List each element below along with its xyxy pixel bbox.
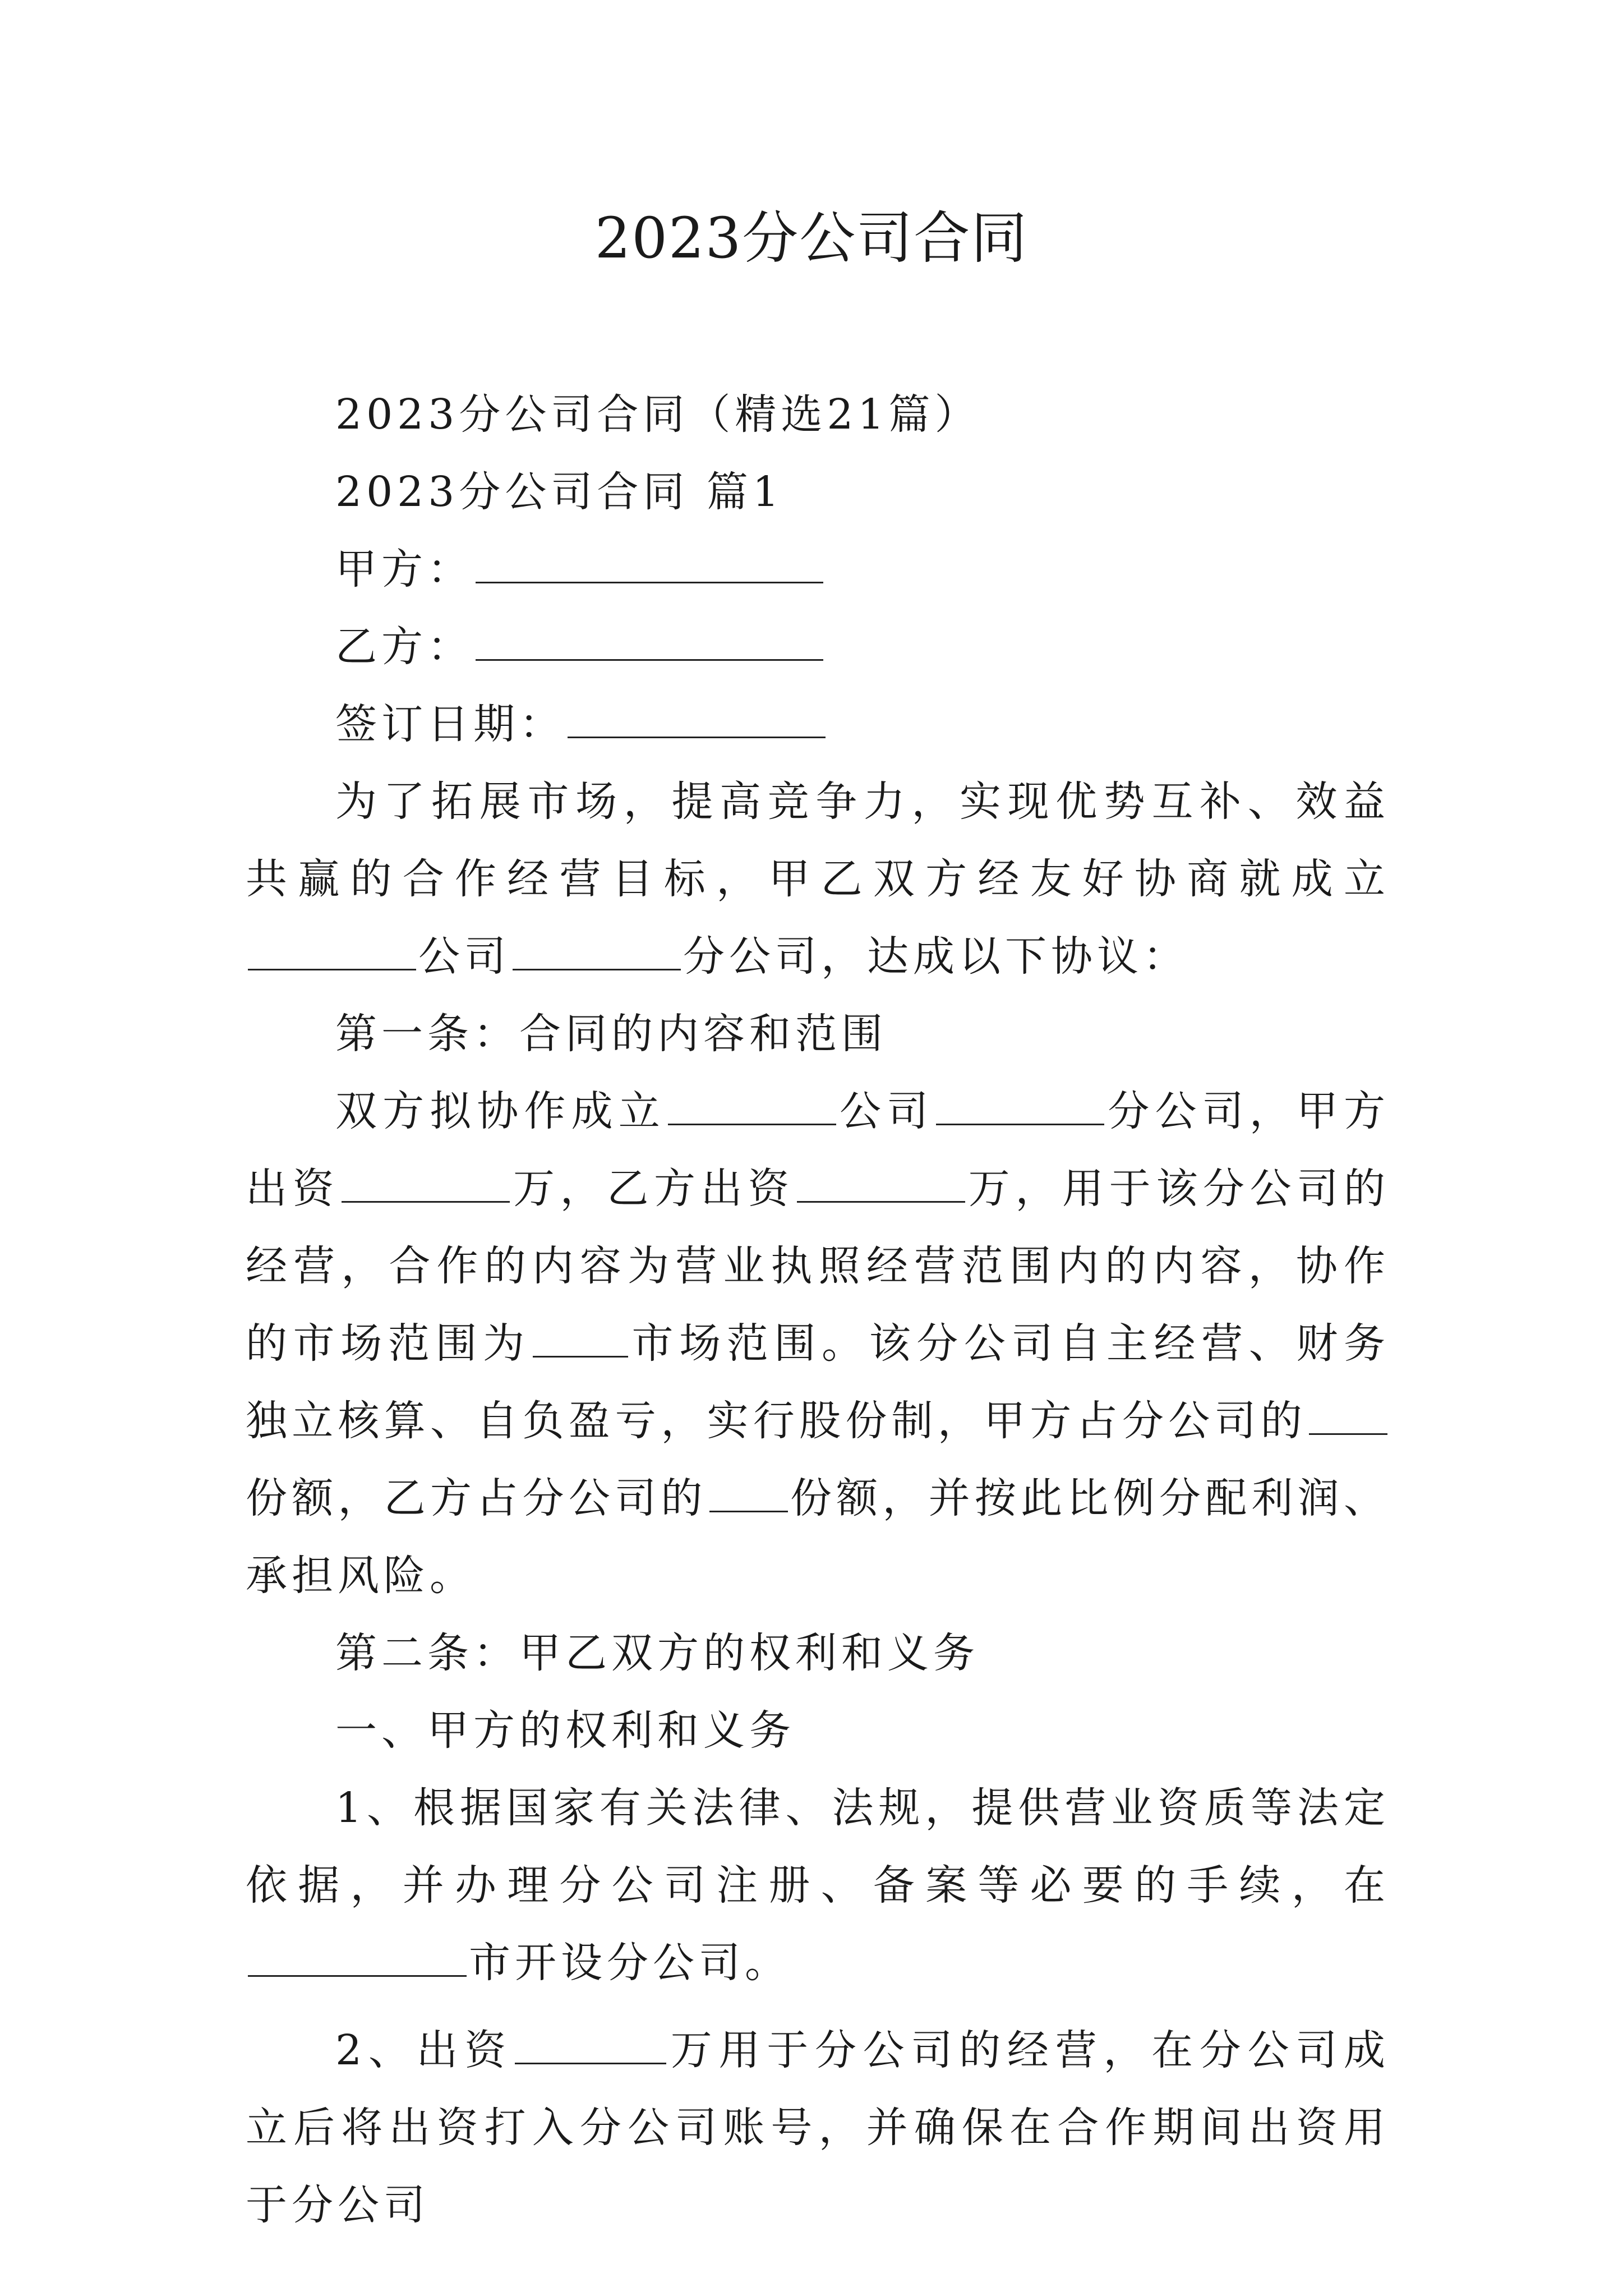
article2-heading — [246, 1614, 1390, 1692]
section1-heading — [246, 1692, 1390, 1769]
article1-heading-text: 第一条：合同的内容和范围 — [335, 1010, 887, 1058]
sign-date-line — [246, 685, 1390, 763]
a1-market-blank — [533, 1321, 628, 1358]
party-b-blank — [476, 624, 823, 661]
intro-text-2: 公司 — [418, 932, 510, 981]
a1-text-5: 万，用于该分公司的经营，合作的内容为营业执照经营范围内的内容，协作的市场范围为 — [246, 1165, 1390, 1368]
a1-party-a-share-blank — [1309, 1398, 1387, 1435]
document-title: 2023分公司合同 — [594, 205, 1029, 271]
branch-name-blank — [513, 934, 681, 970]
a1-party-b-share-blank — [709, 1476, 788, 1512]
sign-date-blank — [568, 702, 826, 738]
company-name-blank — [248, 934, 416, 970]
intro-paragraph — [246, 763, 1390, 995]
item2-capital-blank — [515, 2028, 666, 2064]
sign-date-label: 签订日期： — [335, 700, 565, 748]
a1-text-2: 公司 — [838, 1087, 934, 1135]
item1-paragraph — [246, 1769, 1390, 2001]
item1-text-a: 1、根据国家有关法律、法规，提供营业资质等法定依据，并办理分公司注册、备案等必要的手续，在 — [246, 1784, 1390, 1910]
a1-text-7: 份额，乙方占分公司的 — [246, 1474, 707, 1522]
article1-heading — [246, 995, 1390, 1073]
item1-text-b: 市开设分公司。 — [469, 1939, 791, 1987]
party-b-label: 乙方： — [335, 623, 473, 671]
a1-text-6: 市场范围。该分公司自主经营、财务独立核算、自负盈亏，实行股份制，甲方占分公司的 — [246, 1319, 1390, 1445]
section1-heading-text: 一、甲方的权利和义务 — [335, 1706, 795, 1755]
subtitle — [246, 376, 1390, 453]
party-a-blank — [476, 547, 823, 583]
a1-party-a-capital-blank — [342, 1166, 510, 1203]
item2-text-a: 2、出资 — [335, 2026, 513, 2074]
document-body — [246, 376, 1390, 2244]
a1-branch-blank — [936, 1089, 1104, 1125]
intro-text-3: 分公司，达成以下协议： — [683, 932, 1189, 981]
a1-text-3: 分公司，甲方出资 — [246, 1087, 1390, 1213]
article2-heading-text: 第二条：甲乙双方的权利和义务 — [335, 1629, 979, 1677]
subtitle-text: 2023分公司合同（精选21篇） — [335, 390, 981, 439]
item2-text-b: 万用于分公司的经营，在分公司成立后将出资打入分公司账号，并确保在合作期间出资用于分公司 — [246, 2026, 1390, 2229]
party-a-label: 甲方： — [335, 545, 473, 593]
chapter-text: 2023分公司合同 篇1 — [335, 468, 783, 516]
party-b-line — [246, 608, 1390, 685]
a1-text-8: 份额，并按此比例分配利润、承担风险。 — [246, 1474, 1390, 1600]
chapter-heading — [246, 453, 1390, 531]
a1-text-4: 万，乙方出资 — [512, 1165, 795, 1213]
a1-party-b-capital-blank — [797, 1166, 965, 1203]
party-a-line — [246, 531, 1390, 608]
article1-paragraph — [246, 1073, 1390, 1614]
item2-paragraph — [246, 2012, 1390, 2244]
a1-text-1: 双方拟协作成立 — [335, 1087, 666, 1135]
a1-company-blank — [668, 1089, 836, 1125]
intro-text-1: 为了拓展市场，提高竞争力，实现优势互补、效益共赢的合作经营目标，甲乙双方经友好协商就成立 — [246, 777, 1390, 903]
item1-city-blank — [248, 1940, 467, 1977]
